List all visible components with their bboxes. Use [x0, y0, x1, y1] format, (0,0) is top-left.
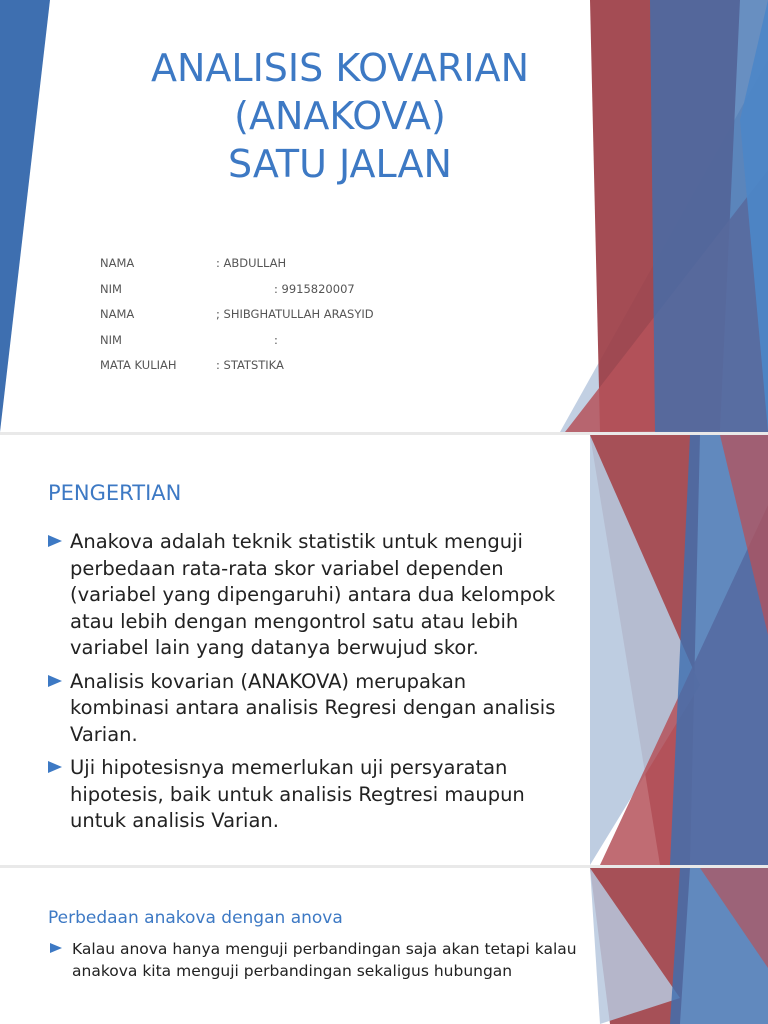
slide-pengertian [0, 435, 768, 865]
info-value: ; SHIBGHATULLAH ARASYID [216, 307, 374, 321]
section-heading: Perbedaan anakova dengan anova [48, 908, 343, 928]
info-label: NAMA [100, 256, 135, 270]
bullet-text: Uji hipotesisnya memerlukan uji persyaratan hipotesis, baik untuk analisis Regtresi maupun untuk analisis Varian. [70, 756, 525, 832]
title-line: ANALISIS KOVARIAN [151, 46, 529, 90]
bullet-item [48, 669, 568, 749]
bullet-list [48, 529, 568, 842]
bullet-arrow-icon [48, 535, 62, 547]
info-label: NIM [100, 281, 122, 296]
info-value: : ABDULLAH [216, 256, 287, 270]
info-label: MATA KULIAH [100, 358, 177, 372]
bullet-item [50, 938, 590, 982]
info-label: NIM [100, 332, 122, 347]
section-heading: PENGERTIAN [48, 481, 182, 505]
bullet-text: Analisis kovarian (ANAKOVA) merupakan kombinasi antara analisis Regresi dengan analisis Varian. [70, 669, 556, 746]
title-line: SATU JALAN [228, 142, 452, 186]
bullet-item [48, 755, 568, 835]
slide-title [0, 0, 768, 432]
info-value: : 9915820007 [274, 281, 355, 296]
bullet-item [48, 529, 568, 662]
bullet-arrow-icon [48, 675, 62, 687]
info-value: : STATSTIKA [216, 358, 284, 372]
bullet-list [50, 938, 590, 982]
slide-perbedaan [0, 868, 768, 1024]
bullet-text: Anakova adalah teknik statistik untuk menguji perbedaan rata-rata skor variabel dependen (variabel yang dipengaruhi) antara dua kelompok atau lebih dengan mengontrol satu atau lebih variabel lain yang datanya berwujud skor. [70, 530, 556, 659]
bullet-text: Kalau anova hanya menguji perbandingan saja akan tetapi kalau anakova kita menguji perbandingan sekaligus hubungan [72, 940, 577, 980]
title-line: (ANAKOVA) [234, 94, 446, 138]
slide-title-heading [60, 44, 620, 188]
info-label: NAMA [100, 307, 135, 321]
bullet-arrow-icon [50, 943, 62, 953]
info-value: : [274, 332, 278, 347]
bullet-arrow-icon [48, 761, 62, 773]
